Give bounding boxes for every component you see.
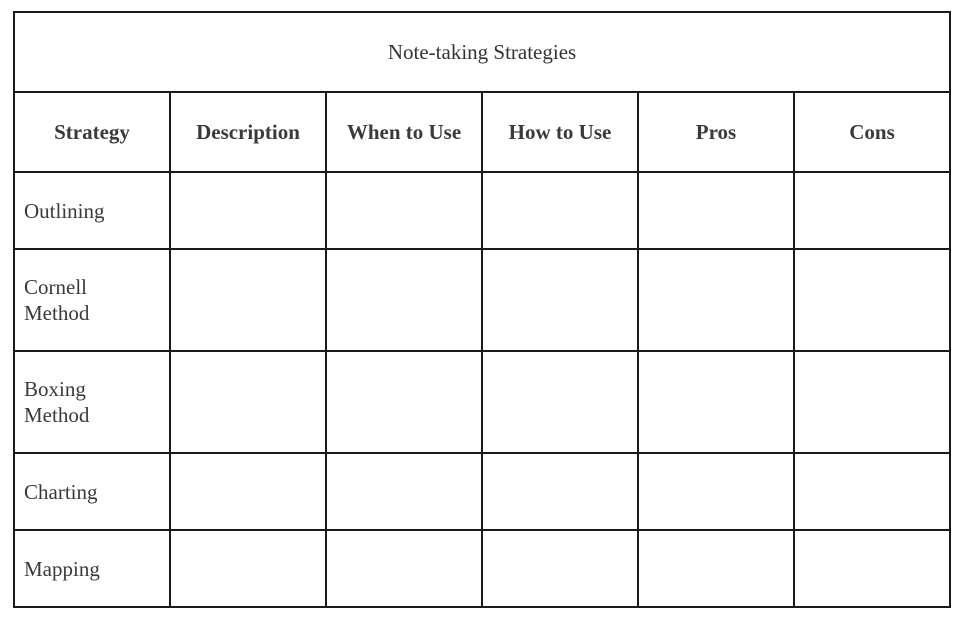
- strategy-cell: Charting: [14, 453, 170, 530]
- pros-cell: [638, 172, 794, 249]
- column-header-description: Description: [170, 92, 326, 172]
- how-to-use-cell: [482, 249, 638, 351]
- column-header-strategy: Strategy: [14, 92, 170, 172]
- how-to-use-cell: [482, 453, 638, 530]
- header-row: [14, 92, 950, 172]
- note-taking-strategies-table: [13, 11, 951, 608]
- cons-cell: [794, 351, 950, 453]
- pros-cell: [638, 530, 794, 607]
- description-cell: [170, 530, 326, 607]
- strategy-cell: Cornell Method: [14, 249, 170, 351]
- table-body: [14, 172, 950, 607]
- column-header-cons: Cons: [794, 92, 950, 172]
- column-header-when-to-use: When to Use: [326, 92, 482, 172]
- description-cell: [170, 351, 326, 453]
- table-row: [14, 453, 950, 530]
- strategy-cell: Boxing Method: [14, 351, 170, 453]
- pros-cell: [638, 249, 794, 351]
- table-row: [14, 249, 950, 351]
- how-to-use-cell: [482, 172, 638, 249]
- table-row: [14, 351, 950, 453]
- description-cell: [170, 453, 326, 530]
- cons-cell: [794, 453, 950, 530]
- when-to-use-cell: [326, 351, 482, 453]
- cons-cell: [794, 172, 950, 249]
- when-to-use-cell: [326, 249, 482, 351]
- table-row: [14, 530, 950, 607]
- how-to-use-cell: [482, 530, 638, 607]
- table-title: Note-taking Strategies: [14, 12, 950, 92]
- description-cell: [170, 249, 326, 351]
- pros-cell: [638, 351, 794, 453]
- column-header-how-to-use: How to Use: [482, 92, 638, 172]
- cons-cell: [794, 530, 950, 607]
- table-row: [14, 172, 950, 249]
- column-header-pros: Pros: [638, 92, 794, 172]
- description-cell: [170, 172, 326, 249]
- title-row: [14, 12, 950, 92]
- when-to-use-cell: [326, 172, 482, 249]
- when-to-use-cell: [326, 530, 482, 607]
- pros-cell: [638, 453, 794, 530]
- strategy-cell: Outlining: [14, 172, 170, 249]
- how-to-use-cell: [482, 351, 638, 453]
- cons-cell: [794, 249, 950, 351]
- when-to-use-cell: [326, 453, 482, 530]
- strategy-cell: Mapping: [14, 530, 170, 607]
